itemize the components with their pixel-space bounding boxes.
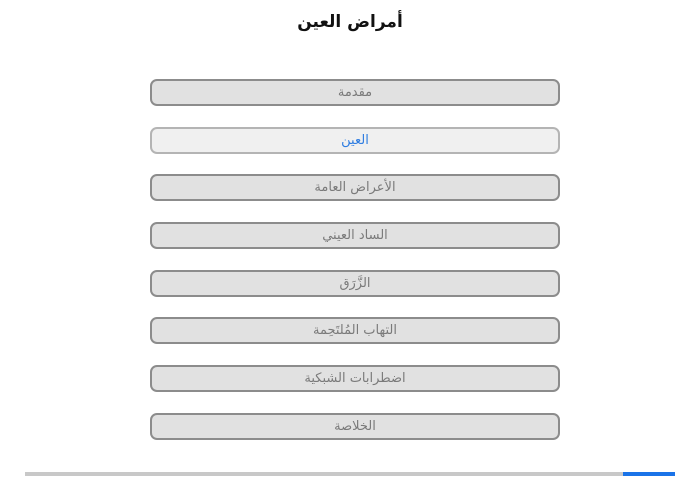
menu-item-introduction[interactable]: مقدمة xyxy=(150,79,560,106)
lesson-menu xyxy=(150,79,560,461)
menu-item-cataract[interactable]: الساد العيني xyxy=(150,222,560,249)
menu-item-glaucoma[interactable]: الزَّرَق xyxy=(150,270,560,297)
page-title: أمراض العين xyxy=(297,12,403,32)
menu-item-retinal-disorders[interactable]: اضطرابات الشبكية xyxy=(150,365,560,392)
progress-fill xyxy=(623,472,675,476)
progress-bar xyxy=(25,472,675,476)
menu-item-conjunctivitis[interactable]: التهاب المُلتَحِمة xyxy=(150,317,560,344)
menu-item-general-symptoms[interactable]: الأعراض العامة xyxy=(150,174,560,201)
menu-item-eye[interactable]: العين xyxy=(150,127,560,154)
menu-item-summary[interactable]: الخلاصة xyxy=(150,413,560,440)
